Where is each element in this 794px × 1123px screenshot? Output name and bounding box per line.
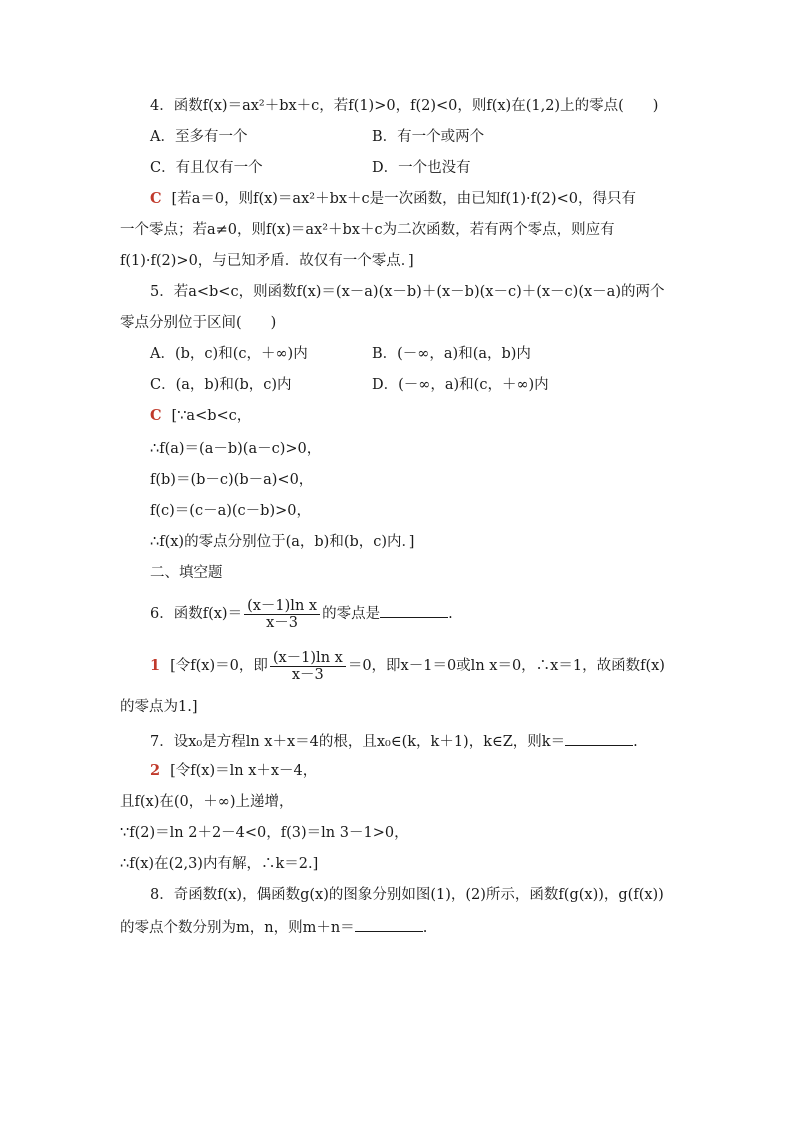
q6-stem: 6．函数f(x)＝ $\frac{\text{(x－1)ln x}}{x-3}$ 的零点是 . — [150, 597, 453, 631]
q7-answer: 2 — [150, 762, 161, 779]
q4-stem: 4．函数f(x)＝ax²＋bx＋c，若f(1)>0，f(2)<0，则f(x)在(1,2)上的零点( ) — [150, 98, 659, 114]
q5-solution-line-3: f(b)＝(b－c)(b－a)<0， — [150, 472, 314, 488]
q4-option-a: A．至多有一个 — [150, 129, 248, 145]
q4-option-c: C．有且仅有一个 — [150, 160, 263, 176]
q6-answer-blank[interactable] — [380, 603, 448, 618]
q4-solution-line-2: 一个零点；若a≠0，则f(x)＝ax²＋bx＋c为二次函数，若有两个零点，则应有 — [120, 222, 615, 238]
q7-solution-line-2: 且f(x)在(0，＋∞)上递增， — [120, 794, 294, 810]
q5-answer: C — [150, 407, 162, 424]
q5-solution-line-2: ∴f(a)＝(a－b)(a－c)>0， — [150, 441, 322, 457]
q5-solution-line-4: f(c)＝(c－a)(c－b)>0， — [150, 503, 311, 519]
q7-solution-line-1: 2 [令f(x)＝ln x＋x－4， — [150, 762, 318, 779]
q8-stem-line-1: 8．奇函数f(x)，偶函数g(x)的图象分别如图(1)，(2)所示，函数f(g(x))，g(f(x)) — [150, 887, 664, 903]
q5-solution-line-1: C [∵a<b<c， — [150, 407, 252, 424]
q6-answer: 1 — [150, 657, 161, 674]
q7-stem: 7．设x₀是方程ln x＋x＝4的根，且x₀∈(k，k＋1)，k∈Z，则k＝ . — [150, 731, 638, 751]
q4-solution-line-3: f(1)·f(2)>0，与已知矛盾．故仅有一个零点．] — [120, 253, 414, 269]
q4-solution-line-1: C [若a＝0，则f(x)＝ax²＋bx＋c是一次函数，由已知f(1)·f(2)<0，得只有 — [150, 190, 636, 207]
q5-stem-line-1: 5．若a<b<c，则函数f(x)＝(x－a)(x－b)＋(x－b)(x－c)＋(x－c)(x－a)的两个 — [150, 284, 665, 300]
q5-solution-line-5: ∴f(x)的零点分别位于(a，b)和(b，c)内．] — [150, 534, 415, 550]
q7-solution-line-4: ∴f(x)在(2,3)内有解，∴k＝2.] — [120, 856, 319, 872]
q5-option-a: A．(b，c)和(c，＋∞)内 — [150, 346, 308, 362]
q5-option-b: B．(－∞，a)和(a，b)内 — [372, 346, 531, 362]
q7-answer-blank[interactable] — [565, 731, 633, 746]
q8-answer-blank[interactable] — [355, 917, 423, 932]
q5-option-d: D．(－∞，a)和(c，＋∞)内 — [372, 377, 549, 393]
q4-answer: C — [150, 190, 162, 207]
q6-solution-line-1: 1 [令f(x)＝0，即 $\frac{\text{(x－1)ln x}}{x-3}$ ＝0，即x－1＝0或ln x＝0，∴x＝1，故函数f(x) — [150, 649, 665, 683]
q6-solution-line-2: 的零点为1.] — [120, 699, 198, 715]
q6-solution-fraction: $\frac{\text{(x－1)ln x}}{x-3}$ — [270, 650, 346, 683]
q4-option-b: B．有一个或两个 — [372, 129, 485, 145]
q6-fraction: $\frac{\text{(x－1)ln x}}{x-3}$ — [244, 598, 320, 631]
q7-solution-line-3: ∵f(2)＝ln 2＋2－4<0，f(3)＝ln 3－1>0， — [120, 825, 409, 841]
q5-option-c: C．(a，b)和(b，c)内 — [150, 377, 292, 393]
q8-stem-line-2: 的零点个数分别为m，n，则m＋n＝ . — [120, 917, 427, 937]
q4-option-d: D．一个也没有 — [372, 160, 471, 176]
section-heading: 二、填空题 — [150, 565, 223, 581]
q5-stem-line-2: 零点分别位于区间( ) — [120, 315, 277, 331]
